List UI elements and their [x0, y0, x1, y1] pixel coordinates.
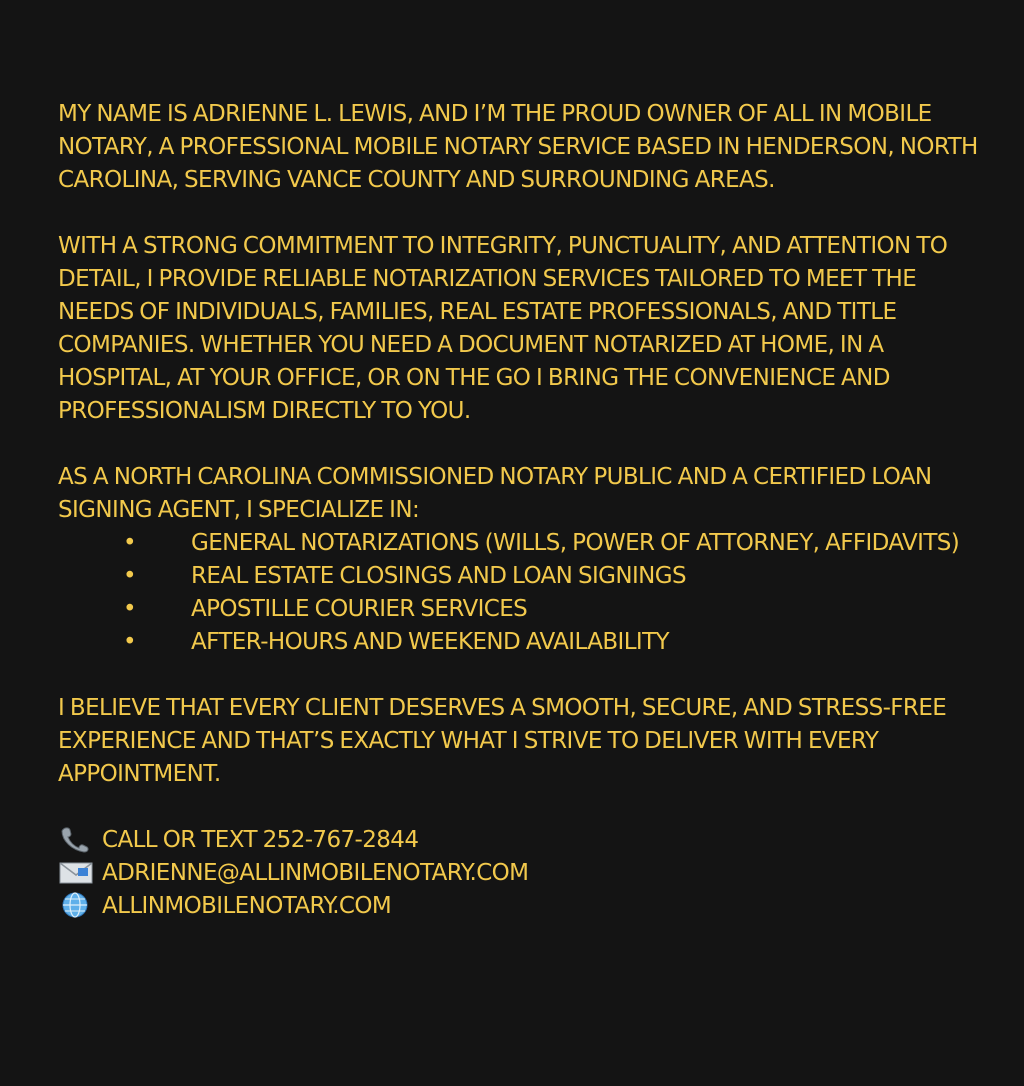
- list-item: [58, 626, 988, 659]
- commitment-paragraph: WITH A STRONG COMMITMENT TO INTEGRITY, PUNCTUALITY, AND ATTENTION TO DETAIL, I PROVIDE RELIABLE NOTARIZATION SERVICES TAILORED TO MEET THE NEEDS OF INDIVIDUALS, FAMILIES, REAL ESTATE PROFESSIONALS, AND TITLE COMPANIES. WHETHER YOU NEED A DOCUMENT NOTARIZED AT HOME, IN A HOSPITAL, AT YOUR OFFICE, OR ON THE GO I BRING THE CONVENIENCE AND PROFESSIONALISM DIRECTLY TO YOU.: [58, 233, 948, 424]
- phone-line[interactable]: [58, 824, 988, 857]
- service-label: GENERAL NOTARIZATIONS (WILLS, POWER OF ATTORNEY, AFFIDAVITS): [191, 530, 960, 556]
- bullet-icon: •: [123, 629, 136, 655]
- bullet-icon: •: [123, 563, 136, 589]
- phone-text: CALL OR TEXT 252-767-2844: [102, 827, 419, 853]
- bullet-icon: •: [123, 530, 136, 556]
- list-item: [58, 593, 988, 626]
- service-label: REAL ESTATE CLOSINGS AND LOAN SIGNINGS: [191, 563, 687, 589]
- intro-paragraph: MY NAME IS ADRIENNE L. LEWIS, AND I’M THE PROUD OWNER OF ALL IN MOBILE NOTARY, A PROFESSIONAL MOBILE NOTARY SERVICE BASED IN HENDERSON, NORTH CAROLINA, SERVING VANCE COUNTY AND SURROUNDING AREAS.: [58, 101, 978, 193]
- service-label: APOSTILLE COURIER SERVICES: [191, 596, 528, 622]
- list-item: [58, 560, 988, 593]
- service-label: AFTER-HOURS AND WEEKEND AVAILABILITY: [191, 629, 669, 655]
- globe-icon: [58, 891, 96, 919]
- services-list: [58, 527, 988, 659]
- website-text: ALLINMOBILENOTARY.COM: [102, 893, 392, 919]
- envelope-icon: [58, 858, 96, 886]
- about-document: [58, 98, 988, 923]
- list-item: [58, 527, 988, 560]
- specialties-intro: AS A NORTH CAROLINA COMMISSIONED NOTARY PUBLIC AND A CERTIFIED LOAN SIGNING AGENT, I SPECIALIZE IN:: [58, 464, 932, 523]
- telephone-receiver-icon: [58, 825, 96, 853]
- contact-block: [58, 824, 988, 923]
- email-line[interactable]: [58, 857, 988, 890]
- bullet-icon: •: [123, 596, 136, 622]
- closing-paragraph: I BELIEVE THAT EVERY CLIENT DESERVES A SMOOTH, SECURE, AND STRESS-FREE EXPERIENCE AND THAT’S EXACTLY WHAT I STRIVE TO DELIVER WITH EVERY APPOINTMENT.: [58, 695, 947, 787]
- email-text: ADRIENNE@ALLINMOBILENOTARY.COM: [102, 860, 529, 886]
- website-line[interactable]: [58, 890, 988, 923]
